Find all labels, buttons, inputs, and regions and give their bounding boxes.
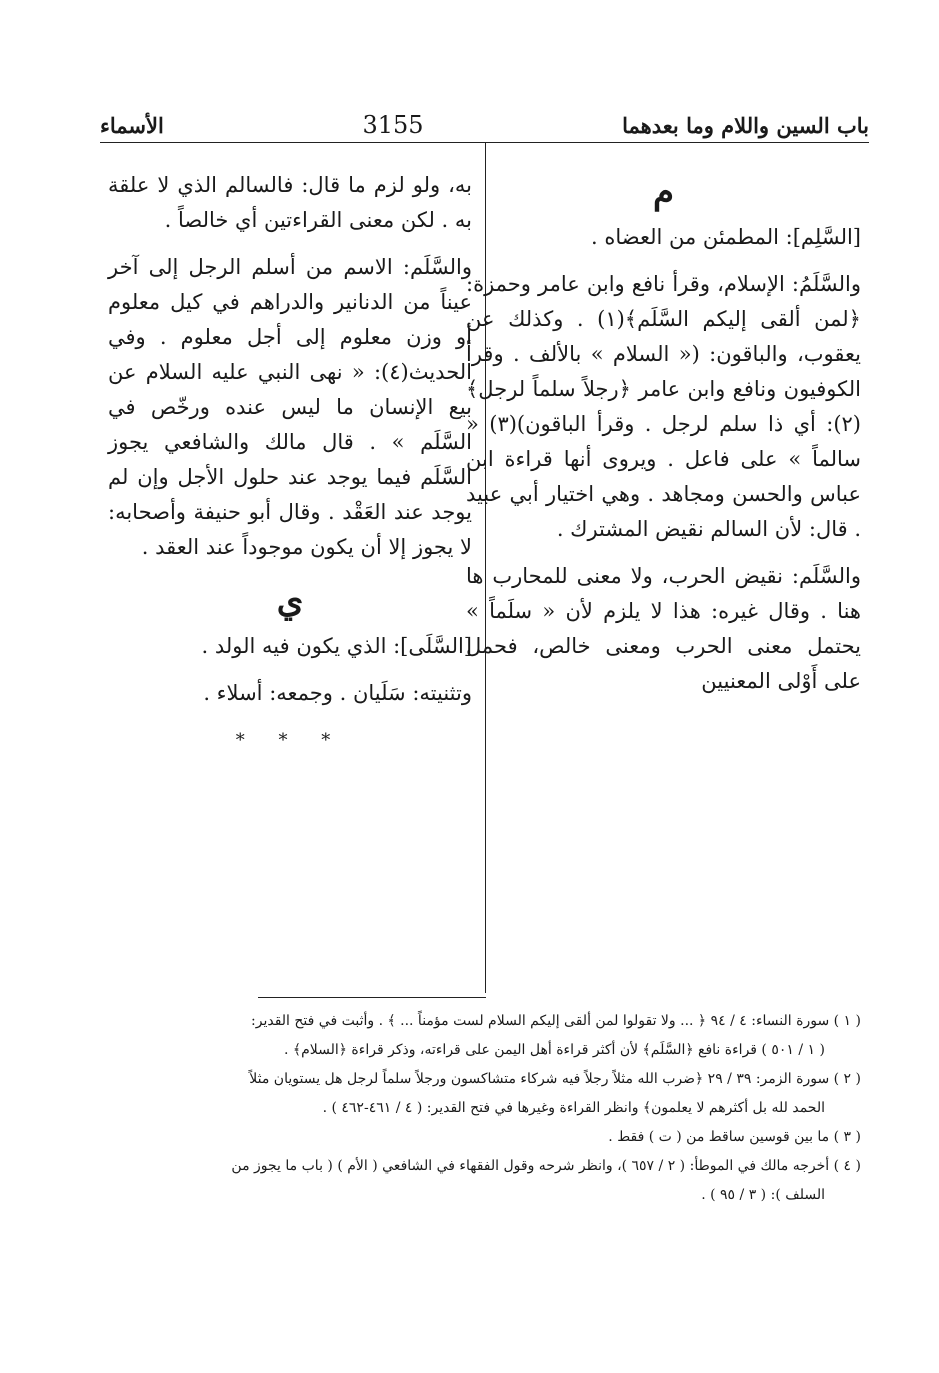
entry-paragraph: وتثنيته: سَلَيان . وجمعه: أسلاء .: [203, 681, 472, 705]
right-column: [466, 168, 861, 711]
footnotes: [100, 1008, 861, 1211]
footnote-2-continuation: الحمد لله بل أكثرهم لا يعلمون﴾ وانظر القراءة وغيرها في فتح القدير: ( ٤ / ٤٦١-٤٦٢ ) .: [322, 1100, 825, 1116]
entry-paragraph: به، ولو لزم ما قال: فالسالم الذي لا علقة به . لكن معنى القراءتين أي خالصاً .: [108, 173, 472, 232]
footnote-1-continuation: ( ١ / ٥٠١ ) قراءة نافع ﴿السَّلَم﴾ لأن أكثر قراءة أهل اليمن على قراءته، وذكر قراءة ﴿السلام﴾ .: [284, 1042, 825, 1058]
footnote-3: ( ٣ ) ما بين قوسين ساقط من ( ت ) فقط .: [608, 1129, 861, 1145]
footnote-1: ( ١ ) سورة النساء: ٤ / ٩٤ ﴿ ... ولا تقولوا لمن ألقى إليكم السلام لست مؤمناً ... ﴾ . وأثبت في فتح القدير:: [251, 1013, 861, 1029]
running-header: [100, 105, 869, 145]
footnote-4-continuation: السلف ): ( ٣ / ٩٥ ) .: [701, 1187, 825, 1203]
section-letter-yaa: ي: [276, 581, 304, 621]
entry-paragraph: والسَّلَم: الاسم من أسلم الرجل إلى آخر عيناً من الدنانير والدراهم في كيل معلوم أو وزن معلوم إلى أجل معلوم . وفي الحديث(٤): « نهى النبي عليه السلام عن بيع الإنسان ما ليس عنده ورخّص في السَّلَم » . قال مالك والشافعي يجوز السَّلَم فيما يوجد عند حلول الأجل وإن لم يوجد عند العَقْد . وقال أبو حنيفة وأصحابه: لا يجوز إلا أن يكون موجوداً عند العقد .: [108, 255, 472, 559]
section-letter-meem: م: [652, 172, 675, 212]
section-end-stars: * * *: [235, 730, 345, 751]
page-number: 3155: [362, 111, 424, 139]
entry-paragraph: والسَّلَمُ: الإسلام، وقرأ نافع وابن عامر وحمزة: ﴿لمن ألقى إليكم السَّلَم﴾(١) . وكذلك عن يعقوب، والباقون: (« السلام » بالألف . وقرأ الكوفيون ونافع وابن عامر ﴿رجلاً سلماً لرجل﴾(٢): أي ذا سلم لرجل . وقرأ الباقون)(٣) « سالماً » على فاعل . ويروى أنها قراءة ابن عباس والحسن ومجاهد . وهي اختيار أبي عبيد . قال: لأن السالم نقيض المشترك .: [466, 272, 861, 541]
footnote-rule: [258, 997, 486, 998]
entry-paragraph: [السَّلَى]: الذي يكون فيه الولد .: [201, 634, 472, 658]
entry-paragraph: والسَّلَم: نقيض الحرب، ولا معنى للمحارب ها هنا . وقال غيره: هذا لا يلزم لأن « سلَماً » يحتمل معنى الحرب ومعنى خالص، فحمل على أَوْلى المعنيين: [466, 564, 861, 693]
left-column: [108, 168, 472, 758]
footnote-4: ( ٤ ) أخرجه مالك في الموطأ: ( ٢ / ٦٥٧ )، وانظر شرحه وقول الفقهاء في الشافعي ( الأم ) ( باب ما يجوز من: [231, 1158, 861, 1174]
section-title: الأسماء: [100, 112, 164, 138]
chapter-title: باب السين واللام وما بعدهما: [622, 112, 869, 138]
footnote-2: ( ٢ ) سورة الزمر: ٣٩ / ٢٩ ﴿ضرب الله مثلاً رجلاً فيه شركاء متشاكسون ورجلاً سلماً لرجل هل يستويان مثلاً: [249, 1071, 861, 1087]
entry-paragraph: [السَّلِم]: المطمئن من العضاه .: [590, 225, 861, 249]
